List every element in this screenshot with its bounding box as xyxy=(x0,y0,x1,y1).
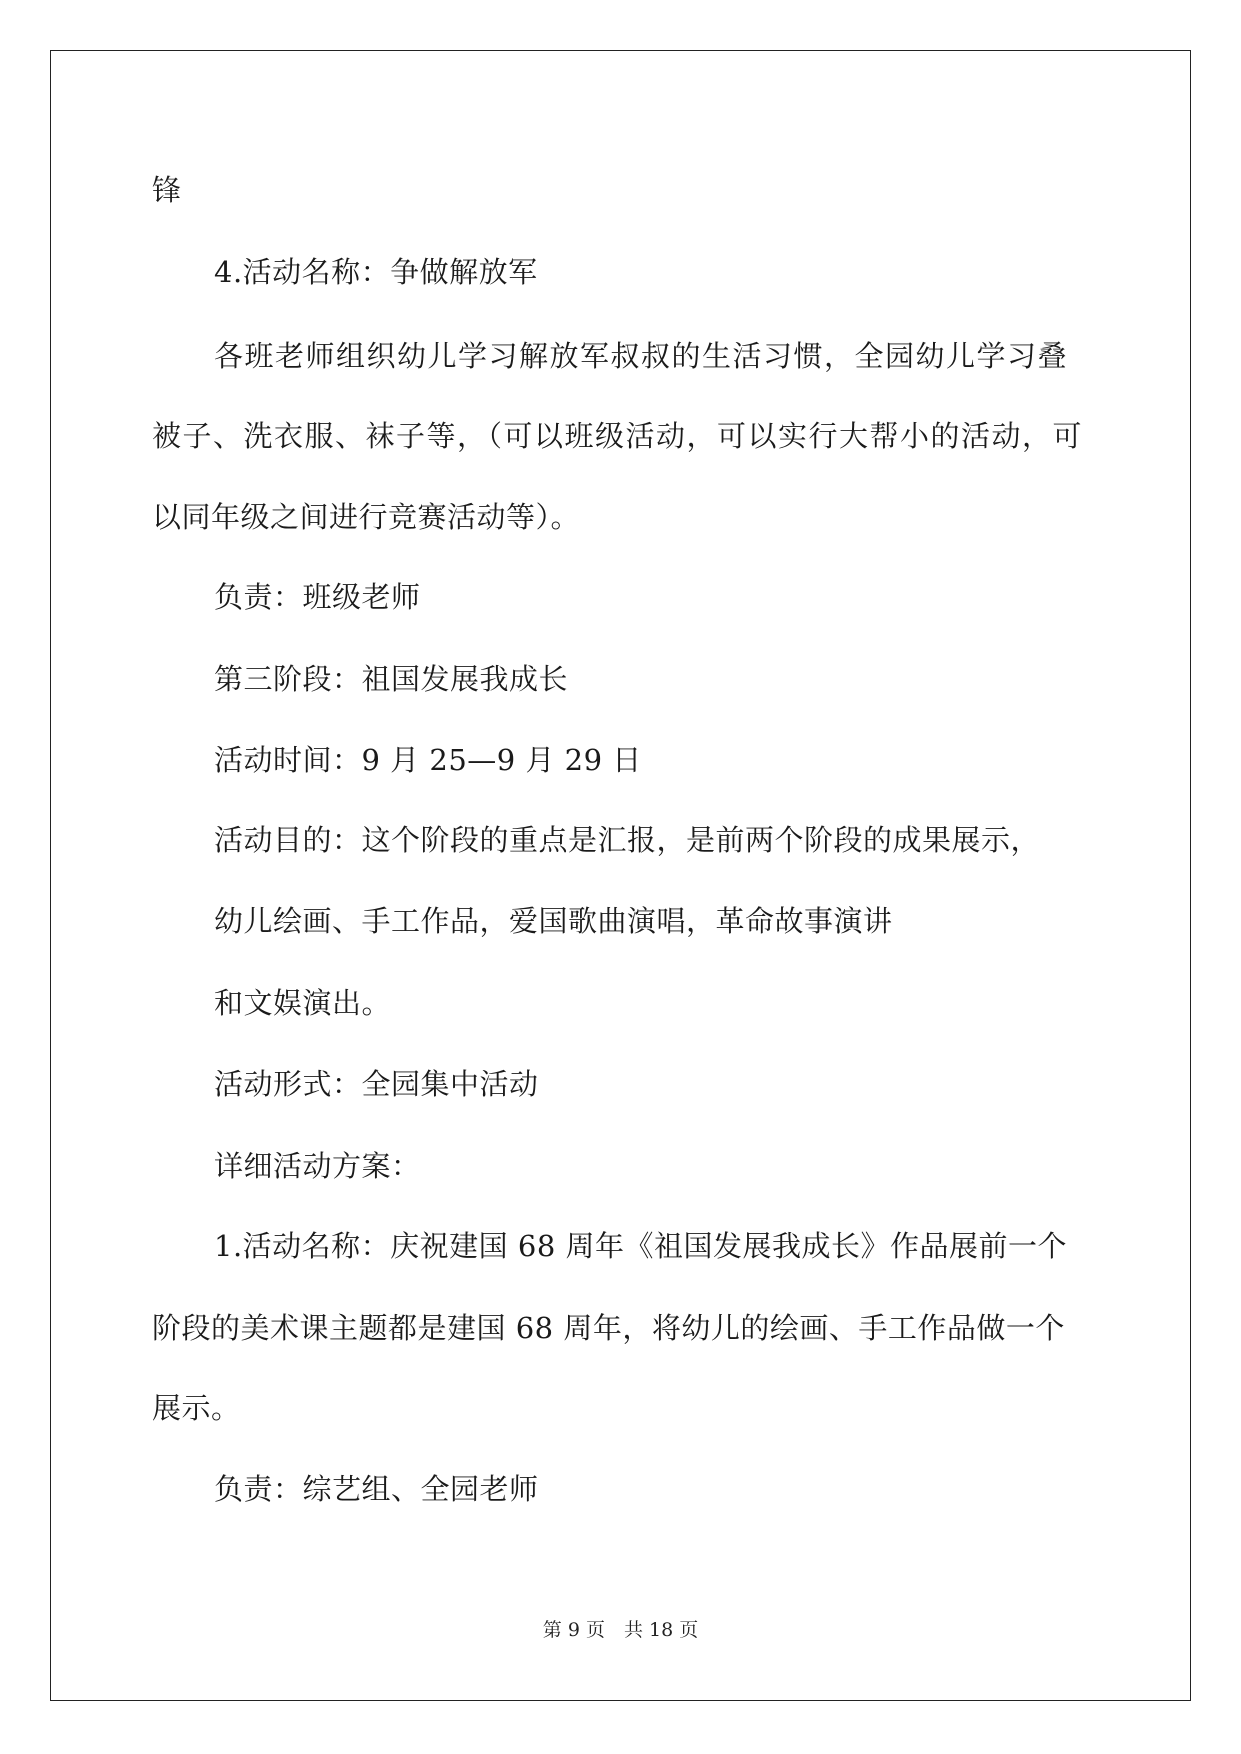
text-line: 负责：班级老师 xyxy=(214,580,421,614)
text-line: 详细活动方案： xyxy=(214,1149,421,1183)
text-line: 各班老师组织幼儿学习解放军叔叔的生活习惯，全园幼儿学习叠 xyxy=(214,339,1069,373)
text-line: 活动目的：这个阶段的重点是汇报，是前两个阶段的成果展示， xyxy=(214,823,1041,857)
text-line: 幼儿绘画、手工作品，爱国歌曲演唱，革命故事演讲 xyxy=(214,904,893,938)
page-border xyxy=(50,50,1191,1701)
page-number-footer: 第 9 页 共 18 页 xyxy=(542,1619,699,1641)
text-line: 活动形式：全园集中活动 xyxy=(214,1067,539,1101)
text-line: 以同年级之间进行竞赛活动等）。 xyxy=(152,500,581,534)
text-line: 锋 xyxy=(152,173,182,207)
text-line: 活动时间：9 月 25—9 月 29 日 xyxy=(214,743,642,777)
text-line: 4.活动名称：争做解放军 xyxy=(214,255,538,289)
text-line: 被子、洗衣服、袜子等，（可以班级活动，可以实行大帮小的活动，可 xyxy=(152,419,1084,453)
text-line: 和文娱演出。 xyxy=(214,986,392,1020)
text-line: 1.活动名称：庆祝建国 68 周年《祖国发展我成长》作品展前一个 xyxy=(214,1229,1068,1263)
text-line: 阶段的美术课主题都是建国 68 周年，将幼儿的绘画、手工作品做一个 xyxy=(152,1311,1065,1345)
text-line: 负责：综艺组、全园老师 xyxy=(214,1472,539,1506)
text-line: 展示。 xyxy=(152,1391,241,1425)
section-heading: 第三阶段：祖国发展我成长 xyxy=(214,662,569,696)
